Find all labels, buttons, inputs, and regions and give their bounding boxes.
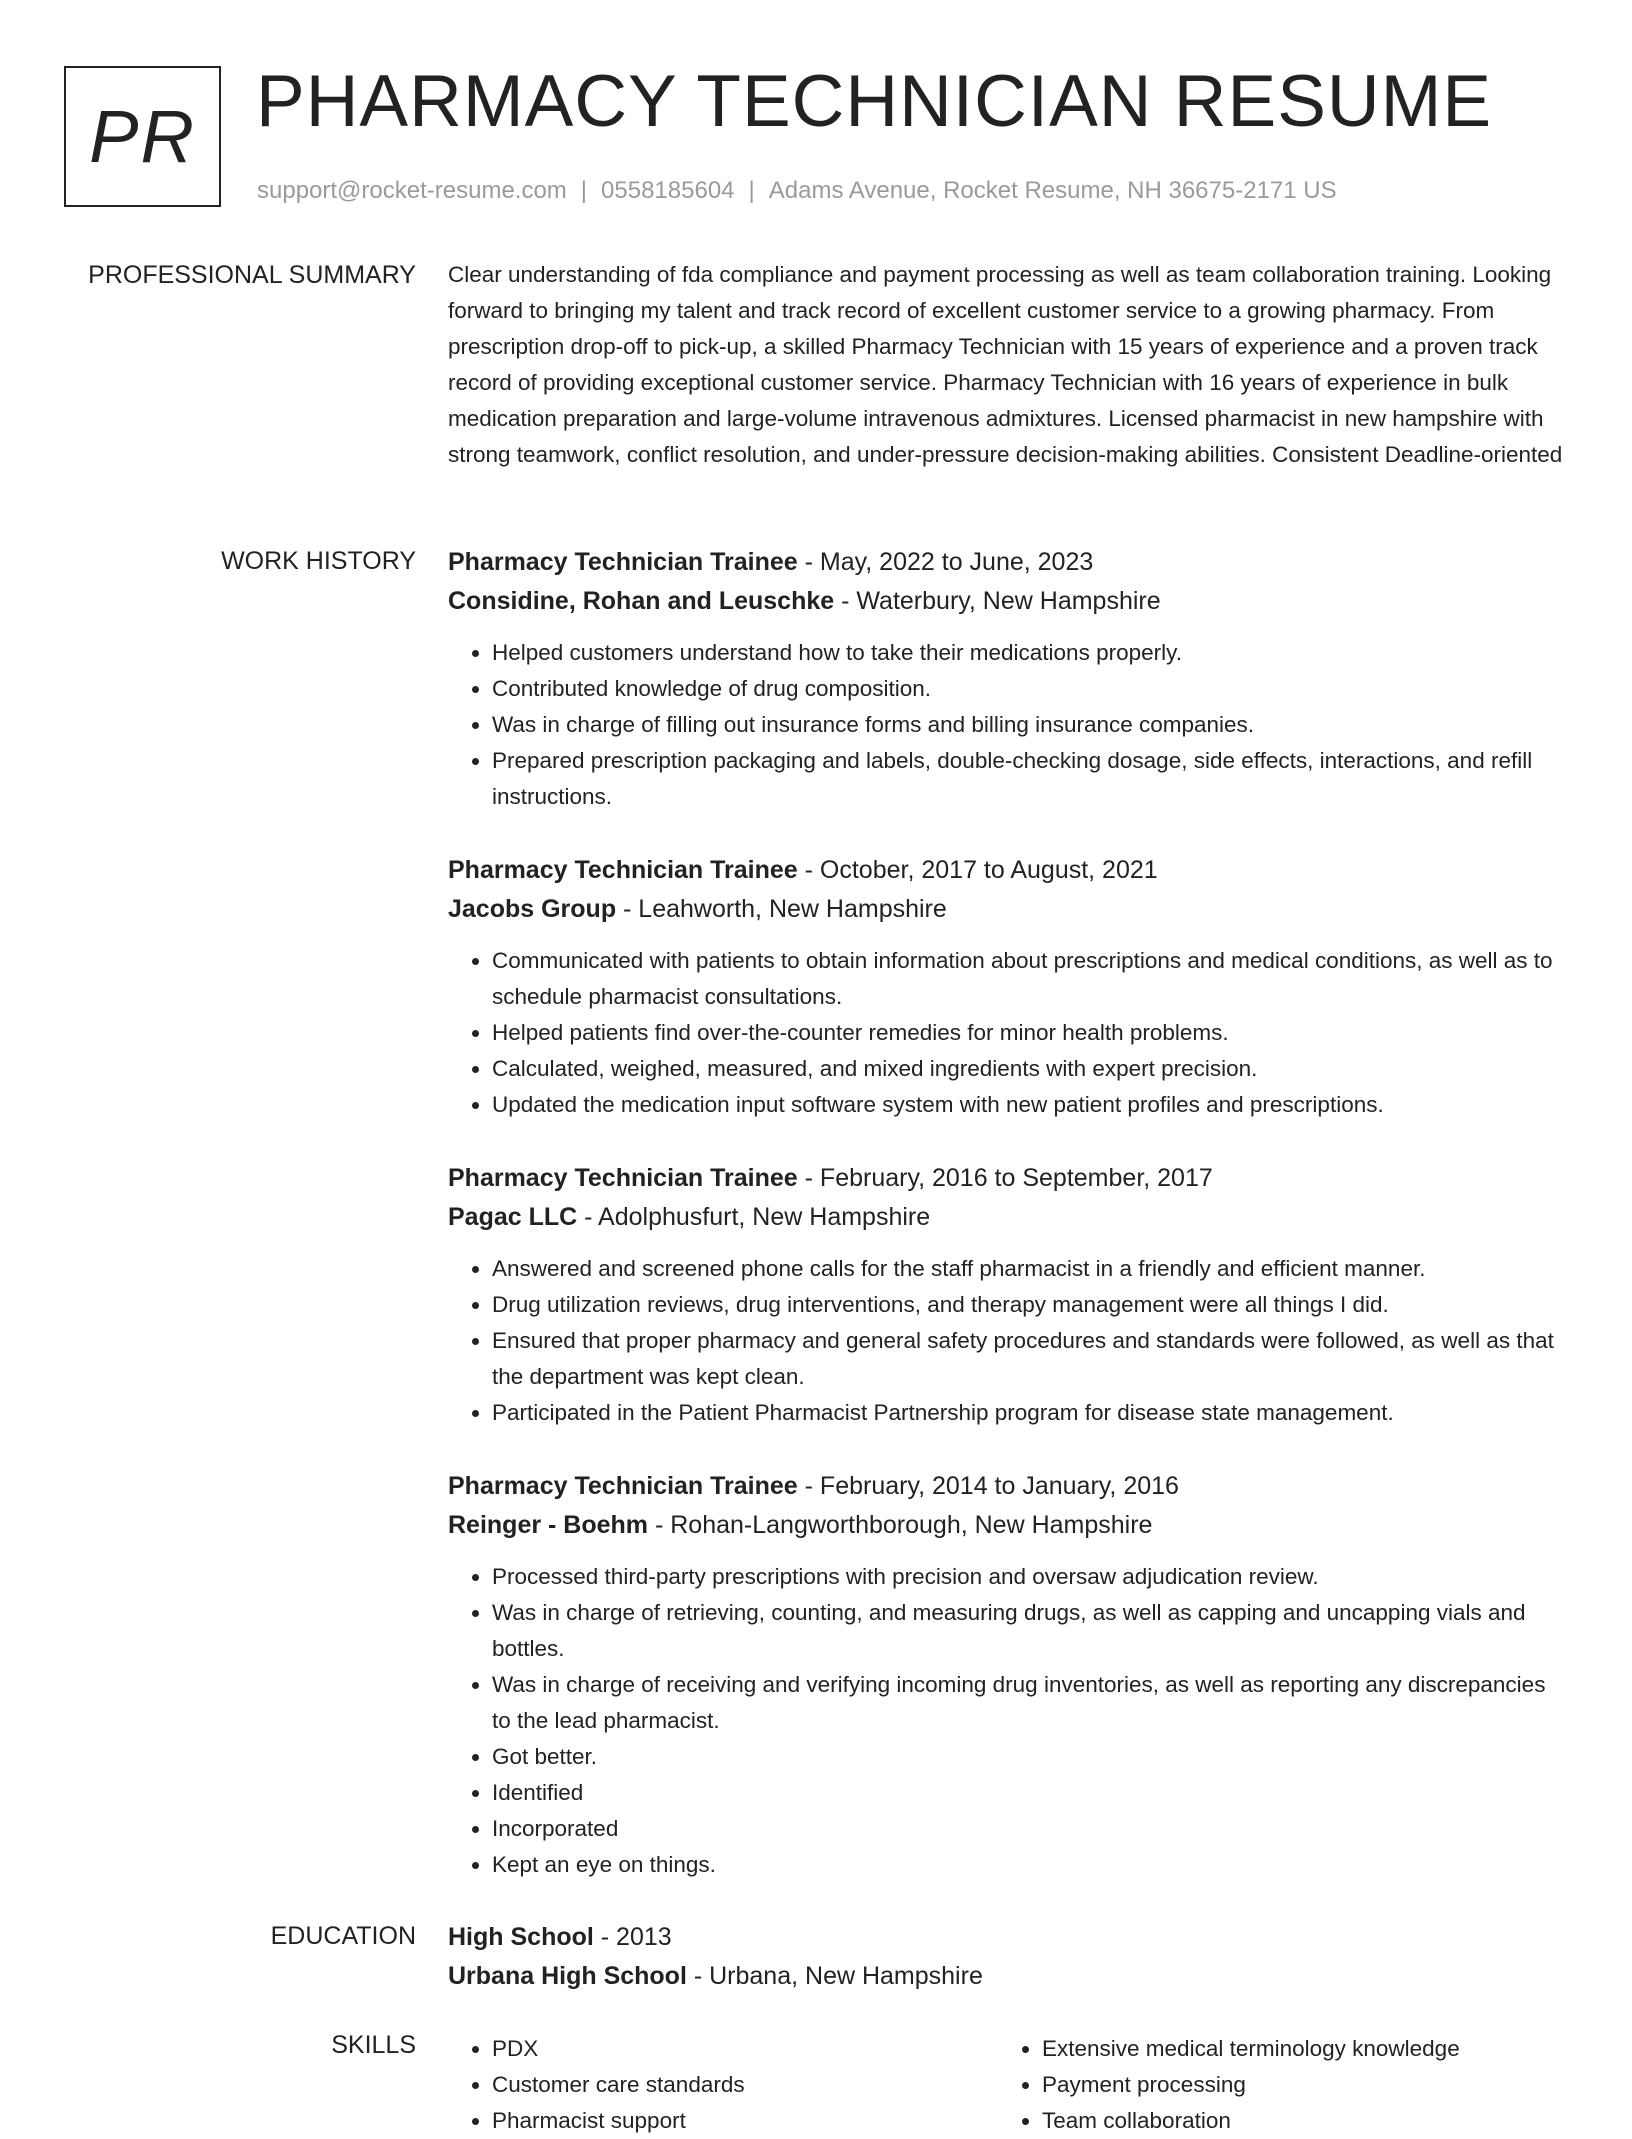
job-entry bbox=[448, 851, 1568, 1123]
job-duty-item: • Participated in the Patient Pharmacist Partnership program for disease state management. bbox=[492, 1395, 1568, 1431]
job-duty-item: • Identified bbox=[492, 1775, 1568, 1811]
job-duty-item: • Calculated, weighed, measured, and mixed ingredients with expert precision. bbox=[492, 1051, 1568, 1087]
job-title: Pharmacy Technician Trainee bbox=[448, 1472, 798, 1500]
skills-heading: SKILLS bbox=[331, 2031, 416, 2059]
skill-item: • Payment processing bbox=[1042, 2067, 1548, 2103]
job-duty-item: • Contributed knowledge of drug composition. bbox=[492, 671, 1568, 707]
contact-separator: | bbox=[748, 177, 755, 204]
job-title: Pharmacy Technician Trainee bbox=[448, 548, 798, 576]
job-duty-item: • Processed third-party prescriptions with precision and oversaw adjudication review. bbox=[492, 1559, 1568, 1595]
job-location: - Leahworth, New Hampshire bbox=[616, 895, 947, 923]
job-duty-item: • Prepared prescription packaging and labels, double-checking dosage, side effects, interactions, and refill instructions. bbox=[492, 743, 1568, 815]
job-entry bbox=[448, 1467, 1568, 1883]
job-entry bbox=[448, 1159, 1568, 1431]
job-title-line bbox=[448, 1159, 1568, 1198]
skills-list-right bbox=[998, 2031, 1548, 2139]
job-company-line bbox=[448, 890, 1568, 929]
job-title-line bbox=[448, 1467, 1568, 1506]
job-dates: - October, 2017 to August, 2021 bbox=[797, 856, 1158, 884]
job-title-line bbox=[448, 543, 1568, 582]
job-duties-list bbox=[448, 1559, 1568, 1883]
job-duty-item: • Drug utilization reviews, drug interventions, and therapy management were all things I did. bbox=[492, 1287, 1568, 1323]
contact-phone: 0558185604 bbox=[601, 177, 735, 204]
job-company: Reinger - Boehm bbox=[448, 1511, 649, 1539]
monogram-logo: PR bbox=[64, 66, 221, 207]
job-title: Pharmacy Technician Trainee bbox=[448, 1164, 798, 1192]
job-duty-item: • Was in charge of retrieving, counting, and measuring drugs, as well as capping and uncapping vials and bottles. bbox=[492, 1595, 1568, 1667]
education-location: - Urbana, New Hampshire bbox=[686, 1962, 983, 1990]
education-heading: EDUCATION bbox=[270, 1922, 416, 1950]
skill-item: • Team collaboration bbox=[1042, 2103, 1548, 2139]
job-entry bbox=[448, 543, 1568, 815]
work-history-heading: WORK HISTORY bbox=[221, 547, 416, 575]
job-location: - Waterbury, New Hampshire bbox=[834, 587, 1161, 615]
contact-address: Adams Avenue, Rocket Resume, NH 36675-2171 US bbox=[768, 177, 1337, 204]
job-duties-list bbox=[448, 1251, 1568, 1431]
job-duty-item: • Was in charge of receiving and verifying incoming drug inventories, as well as reporting any discrepancies to the lead pharmacist. bbox=[492, 1667, 1568, 1739]
contact-email: support@rocket-resume.com bbox=[257, 177, 567, 204]
job-company-line bbox=[448, 1198, 1568, 1237]
job-title: Pharmacy Technician Trainee bbox=[448, 856, 798, 884]
job-dates: - February, 2014 to January, 2016 bbox=[797, 1472, 1179, 1500]
job-title-line bbox=[448, 851, 1568, 890]
education-school-line bbox=[448, 1957, 1568, 1996]
education-year: - 2013 bbox=[593, 1923, 672, 1951]
job-duty-item: • Helped customers understand how to take their medications properly. bbox=[492, 635, 1568, 671]
job-duty-item: • Incorporated bbox=[492, 1811, 1568, 1847]
job-location: - Rohan-Langworthborough, New Hampshire bbox=[648, 1511, 1153, 1539]
job-duties-list bbox=[448, 635, 1568, 815]
job-duty-item: • Was in charge of filling out insurance forms and billing insurance companies. bbox=[492, 707, 1568, 743]
job-duty-item: • Updated the medication input software system with new patient profiles and prescriptions. bbox=[492, 1087, 1568, 1123]
summary-text: Clear understanding of fda compliance and payment processing as well as team collaboration training. Looking forward to bringing my talent and track record of excellent customer service to a growing pharmacy. From prescription drop-off to pick-up, a skilled Pharmacy Technician with 15 years of experience and a proven track record of providing exceptional customer service. Pharmacy Technician with 16 years of experience in bulk medication preparation and large-volume intravenous admixtures. Licensed pharmacist in new hampshire with strong teamwork, conflict resolution, and under-pressure decision-making abilities. Consistent Deadline-oriented bbox=[448, 262, 1563, 467]
skill-item: • Extensive medical terminology knowledge bbox=[1042, 2031, 1548, 2067]
skill-item: • Pharmacist support bbox=[492, 2103, 998, 2139]
education-degree-line bbox=[448, 1918, 1568, 1957]
job-company-line bbox=[448, 1506, 1568, 1545]
skill-item: • PDX bbox=[492, 2031, 998, 2067]
education-school: Urbana High School bbox=[448, 1962, 687, 1990]
job-company: Pagac LLC bbox=[448, 1203, 578, 1231]
job-company: Considine, Rohan and Leuschke bbox=[448, 587, 835, 615]
job-dates: - February, 2016 to September, 2017 bbox=[797, 1164, 1213, 1192]
education-degree: High School bbox=[448, 1923, 594, 1951]
summary-heading: PROFESSIONAL SUMMARY bbox=[88, 261, 416, 289]
skills-list-left bbox=[448, 2031, 998, 2139]
job-duty-item: • Got better. bbox=[492, 1739, 1568, 1775]
job-duty-item: • Answered and screened phone calls for the staff pharmacist in a friendly and efficient manner. bbox=[492, 1251, 1568, 1287]
jobs-list bbox=[448, 543, 1568, 1919]
skill-item: • Customer care standards bbox=[492, 2067, 998, 2103]
job-duties-list bbox=[448, 943, 1568, 1123]
job-company-line bbox=[448, 582, 1568, 621]
job-duty-item: • Kept an eye on things. bbox=[492, 1847, 1568, 1883]
job-duty-item: • Ensured that proper pharmacy and general safety procedures and standards were followed, as well as that the department was kept clean. bbox=[492, 1323, 1568, 1395]
job-company: Jacobs Group bbox=[448, 895, 617, 923]
contact-line bbox=[257, 176, 1337, 206]
job-duty-item: • Helped patients find over-the-counter remedies for minor health problems. bbox=[492, 1015, 1568, 1051]
job-location: - Adolphusfurt, New Hampshire bbox=[577, 1203, 931, 1231]
job-duty-item: • Communicated with patients to obtain information about prescriptions and medical conditions, as well as to schedule pharmacist consultations. bbox=[492, 943, 1568, 1015]
contact-separator: | bbox=[580, 177, 588, 204]
resume-title: PHARMACY TECHNICIAN RESUME bbox=[256, 61, 1493, 142]
job-dates: - May, 2022 to June, 2023 bbox=[797, 548, 1094, 576]
